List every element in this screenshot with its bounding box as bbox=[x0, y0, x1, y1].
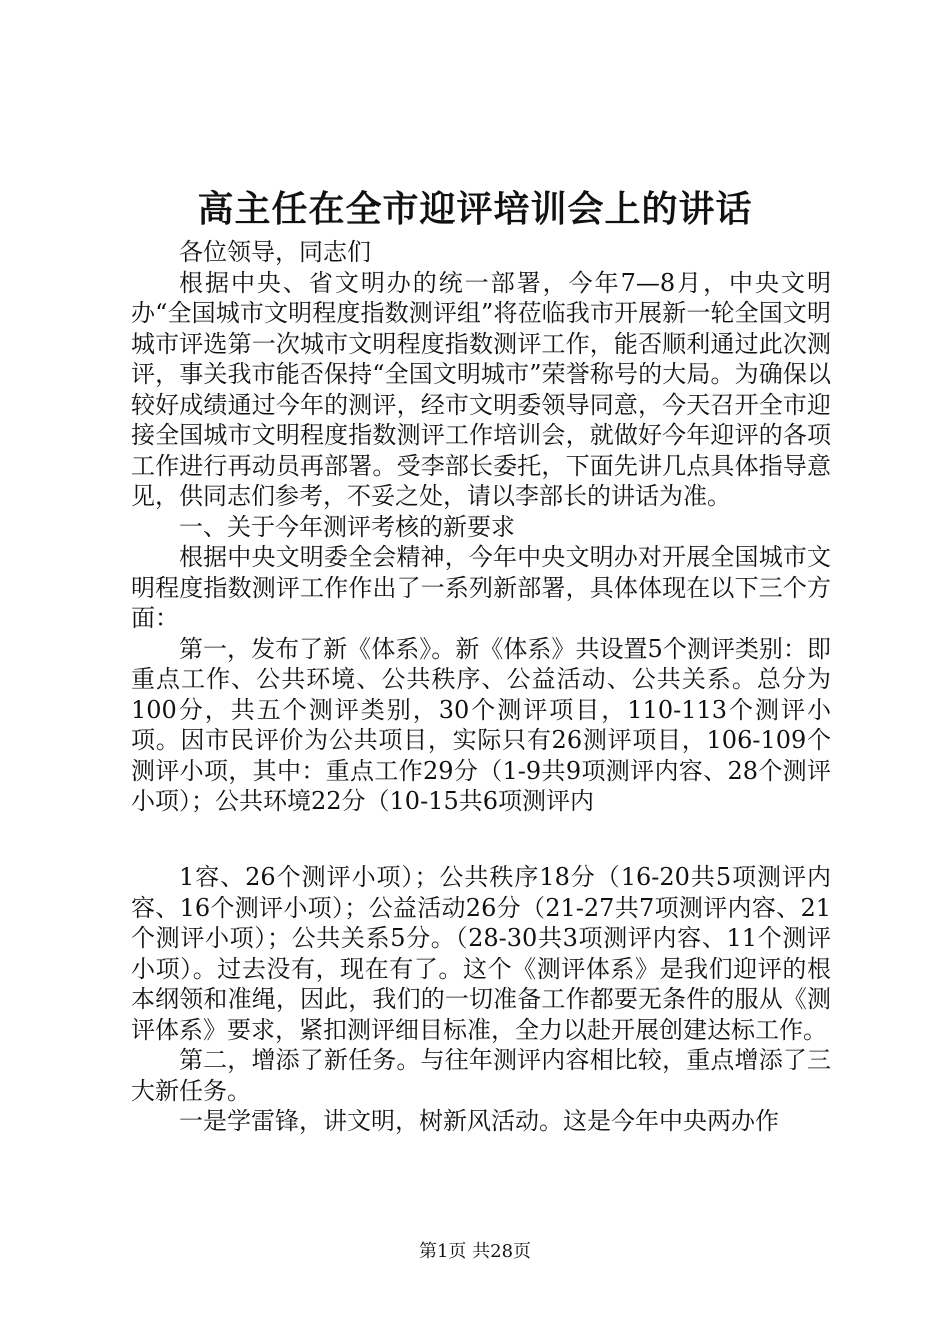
page-number-footer: 第1页 共28页 bbox=[418, 1241, 532, 1262]
paragraph: 各位领导，同志们 bbox=[179, 238, 371, 266]
paragraph: 1容、26个测评小项）；公共秩序18分（16-20共5项测评内容、16个测评小项）；公益活动26分（21-27共7项测评内容、21个测评小项）；公共关系5分。（28-30共3项测评内容、11个测评小项）。过去没有，现在有了。这个《测评体系》是我们迎评的根本纲领和准绳，因此，我们的一切准备工作都要无条件的服从《测评体系》要求，紧扣测评细目标准，全力以赴开展创建达标工作。 bbox=[131, 863, 831, 1044]
paragraph: 第一，发布了新《体系》。新《体系》共设置5个测评类别：即重点工作、公共环境、公共秩序、公益活动、公共关系。总分为100分，共五个测评类别，30个测评项目，110-113个测评小项。因市民评价为公共项目，实际只有26测评项目，106-109个测评小项，其中：重点工作29分（1-9共9项测评内容、28个测评小项）；公共环境22分（10-15共6项测评内 bbox=[131, 634, 831, 815]
section-heading: 一、关于今年测评考核的新要求 bbox=[179, 512, 515, 541]
paragraph: 一是学雷锋，讲文明，树新风活动。这是今年中央两办作 bbox=[179, 1107, 779, 1135]
paragraph: 根据中央文明委全会精神，今年中央文明办对开展全国城市文明程度指数测评工作作出了一系列新部署，具体体现在以下三个方面： bbox=[131, 543, 831, 632]
paragraph: 第二，增添了新任务。与往年测评内容相比较，重点增添了三大新任务。 bbox=[131, 1046, 831, 1105]
body-text-part2 bbox=[131, 862, 831, 1137]
document-title: 高主任在全市迎评培训会上的讲话 bbox=[197, 188, 753, 230]
paragraph: 根据中央、省文明办的统一部署，今年7—8月，中央文明办“全国城市文明程度指数测评组”将莅临我市开展新一轮全国文明城市评选第一次城市文明程度指数测评工作，能否顺利通过此次测评，事关我市能否保持“全国文明城市”荣誉称号的大局。为确保以较好成绩通过今年的测评，经市文明委领导同意，今天召开全市迎接全国城市文明程度指数测评工作培训会，就做好今年迎评的各项工作进行再动员再部署。受李部长委托，下面先讲几点具体指导意见，供同志们参考，不妥之处，请以李部长的讲话为准。 bbox=[131, 268, 831, 510]
body-text-part1 bbox=[131, 237, 831, 817]
